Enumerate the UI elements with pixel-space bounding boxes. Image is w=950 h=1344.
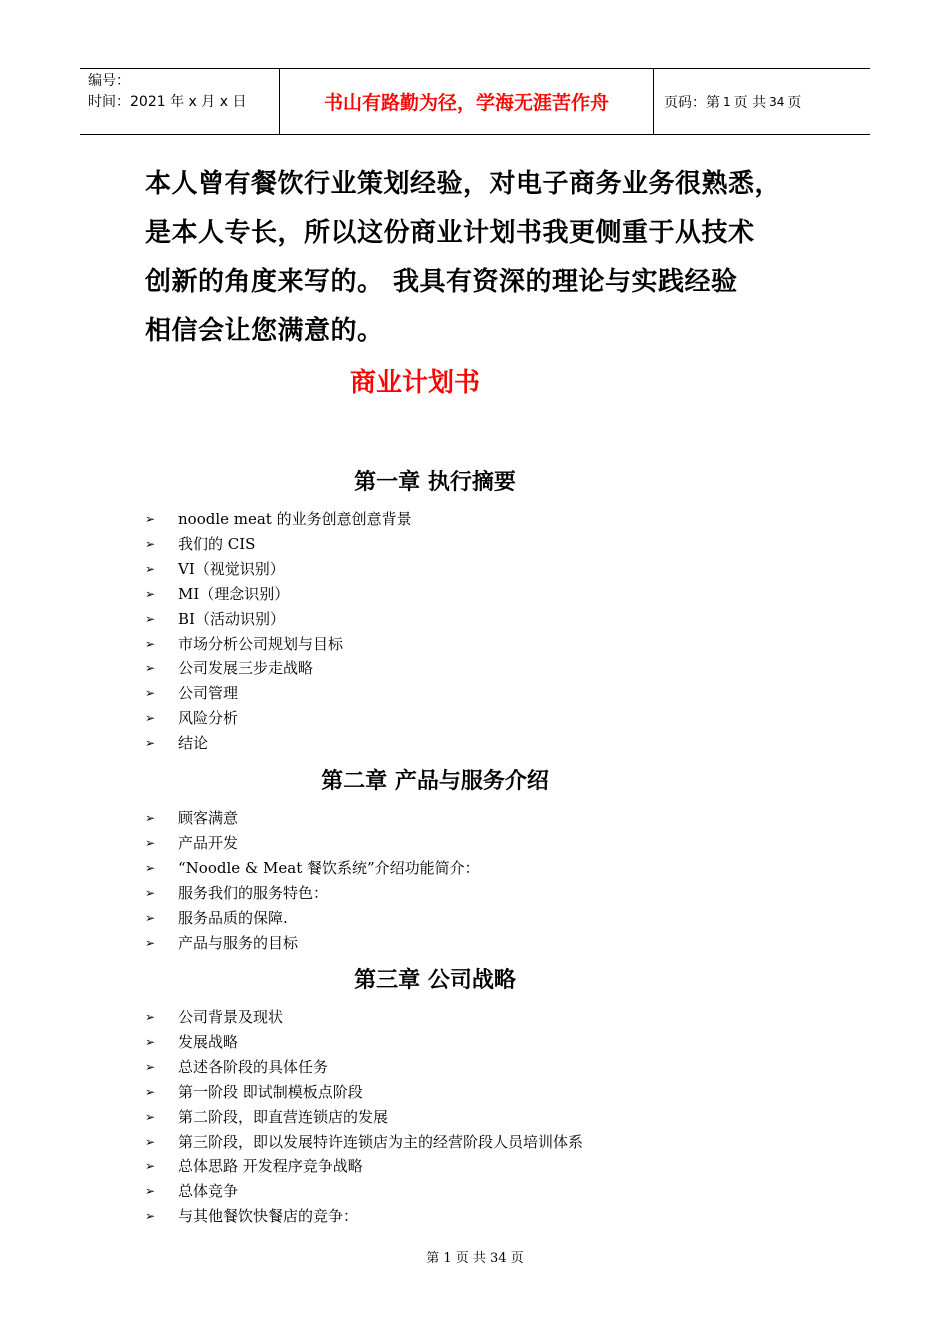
list-item	[145, 881, 480, 906]
page-end-label: 页	[787, 94, 802, 111]
list-item-text: 公司管理	[178, 684, 239, 703]
list-item	[145, 557, 412, 582]
page-label: 页码：第	[664, 94, 720, 111]
list-item-text: 产品开发	[178, 833, 239, 852]
intro-line: 创新的角度来写的。 我具有资深的理论与实践经验	[145, 267, 738, 297]
list-item	[145, 806, 480, 831]
page-total: 34	[769, 94, 785, 109]
list-item	[145, 507, 412, 532]
arrow-bullet-icon: ➢	[145, 910, 156, 925]
chapter-item-list	[145, 1005, 583, 1229]
arrow-bullet-icon: ➢	[145, 1109, 156, 1124]
list-item-text: 公司背景及现状	[178, 1008, 284, 1026]
arrow-bullet-icon: ➢	[145, 611, 156, 626]
intro-line: 本人曾有餐饮行业策划经验，对电子商务业务很熟悉，	[145, 169, 782, 199]
arrow-bullet-icon: ➢	[145, 1010, 156, 1024]
list-item	[145, 656, 412, 681]
arrow-bullet-icon: ➢	[145, 1034, 156, 1049]
arrow-bullet-icon: ➢	[145, 586, 156, 601]
list-item	[145, 1179, 583, 1204]
number-label: 编号：	[88, 73, 130, 89]
list-item-text: 公司发展三步走战略	[178, 659, 314, 678]
list-item	[145, 856, 480, 881]
list-item-text: 发展战略	[178, 1032, 239, 1051]
list-item	[145, 532, 412, 557]
arrow-bullet-icon: ➢	[145, 536, 156, 551]
arrow-bullet-icon: ➢	[145, 512, 156, 526]
intro-paragraph	[145, 160, 845, 356]
chapter-heading: 第三章 公司战略	[354, 968, 516, 993]
page-number: 1	[723, 94, 731, 109]
list-item	[145, 681, 412, 706]
arrow-bullet-icon: ➢	[145, 1184, 156, 1199]
list-item	[145, 1005, 583, 1030]
list-item	[145, 1080, 583, 1105]
arrow-bullet-icon: ➢	[145, 885, 156, 900]
list-item	[145, 1030, 583, 1055]
list-item-text: 我们的 CIS	[178, 534, 256, 553]
list-item	[145, 706, 412, 731]
arrow-bullet-icon: ➢	[145, 1059, 156, 1074]
list-item-text: 产品与服务的目标	[178, 933, 299, 952]
list-item-text: 顾客满意	[178, 809, 239, 827]
list-item-text: 服务我们的服务特色：	[178, 883, 329, 902]
list-item-text: 第二阶段，即直营连锁店的发展	[178, 1107, 389, 1126]
intro-line: 相信会让您满意的。	[145, 316, 384, 346]
list-item	[145, 731, 412, 756]
page-mid-label: 页 共	[733, 94, 767, 111]
arrow-bullet-icon: ➢	[145, 661, 156, 676]
list-item-text: 与其他餐饮快餐店的竞争：	[178, 1207, 359, 1226]
list-item	[145, 582, 412, 607]
list-item-text: BI（活动识别）	[178, 609, 285, 628]
chapter-item-list	[145, 507, 412, 756]
arrow-bullet-icon: ➢	[145, 835, 156, 850]
date-label: 时间：2021 年 x 月 x 日	[88, 94, 247, 110]
list-item-text: “Noodle & Meat 餐饮系统”介绍功能简介：	[178, 858, 480, 877]
list-item	[145, 1154, 583, 1179]
document-title: 商业计划书	[349, 368, 480, 398]
arrow-bullet-icon: ➢	[145, 636, 156, 651]
list-item-text: 总述各阶段的具体任务	[178, 1057, 329, 1076]
list-item-text: 第一阶段 即试制模板点阶段	[178, 1082, 363, 1101]
list-item	[145, 607, 412, 632]
header-table	[80, 68, 870, 135]
header-info-cell	[80, 69, 280, 134]
list-item	[145, 931, 480, 956]
list-item	[145, 1130, 583, 1155]
arrow-bullet-icon: ➢	[145, 1084, 156, 1099]
arrow-bullet-icon: ➢	[145, 711, 156, 726]
list-item-text: 结论	[178, 734, 209, 753]
arrow-bullet-icon: ➢	[145, 935, 156, 950]
page-indicator	[654, 69, 870, 134]
list-item	[145, 831, 480, 856]
arrow-bullet-icon: ➢	[145, 1159, 156, 1174]
list-item-text: 风险分析	[178, 709, 239, 728]
list-item-text: VI（视觉识别）	[178, 559, 285, 578]
list-item-text: MI（理念识别）	[178, 584, 290, 603]
list-item	[145, 906, 480, 931]
motto: 书山有路勤为径，学海无涯苦作舟	[280, 69, 654, 134]
page-footer: 第 1 页 共 34 页	[426, 1251, 524, 1266]
arrow-bullet-icon: ➢	[145, 686, 156, 701]
arrow-bullet-icon: ➢	[145, 1134, 156, 1149]
list-item-text: 市场分析公司规划与目标	[178, 634, 344, 653]
list-item	[145, 1105, 583, 1130]
arrow-bullet-icon: ➢	[145, 561, 156, 576]
arrow-bullet-icon: ➢	[145, 736, 156, 751]
list-item-text: 服务品质的保障.	[178, 908, 288, 927]
list-item	[145, 632, 412, 657]
chapter-heading: 第一章 执行摘要	[354, 470, 516, 495]
chapter-heading: 第二章 产品与服务介绍	[321, 769, 549, 794]
list-item-text: noodle meat 的业务创意创意背景	[178, 510, 412, 528]
arrow-bullet-icon: ➢	[145, 811, 156, 825]
list-item-text: 总体思路 开发程序竞争战略	[178, 1157, 363, 1176]
list-item-text: 第三阶段，即以发展特许连锁店为主的经营阶段人员培训体系	[178, 1132, 584, 1151]
arrow-bullet-icon: ➢	[145, 1209, 156, 1224]
list-item	[145, 1055, 583, 1080]
intro-line: 是本人专长，所以这份商业计划书我更侧重于从技术	[145, 218, 755, 248]
list-item	[145, 1204, 583, 1229]
arrow-bullet-icon: ➢	[145, 860, 156, 875]
chapter-item-list	[145, 806, 480, 955]
list-item-text: 总体竞争	[178, 1182, 239, 1201]
